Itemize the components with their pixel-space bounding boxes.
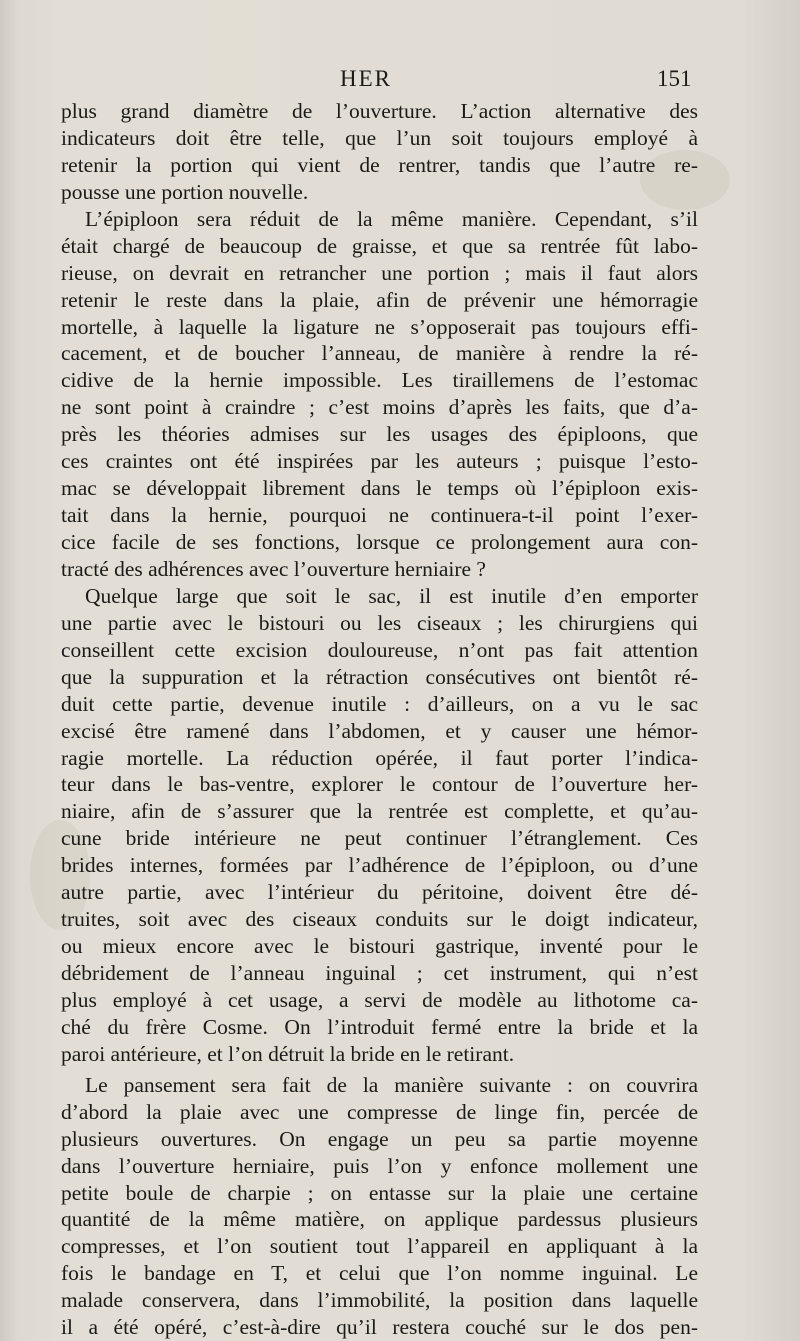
text-line: retenir le reste dans la plaie, afin de prévenir une hémorragie bbox=[61, 287, 698, 312]
paragraph bbox=[61, 206, 698, 583]
text-line: L’épiploon sera réduit de la même manière. Cependant, s’il bbox=[85, 206, 698, 231]
text-line: Le pansement sera fait de la manière suivante : on couvrira bbox=[85, 1072, 698, 1097]
text-line: cune bride intérieure ne peut continuer l’étranglement. Ces bbox=[61, 826, 698, 851]
page-header bbox=[0, 62, 800, 96]
text-line: fois le bandage en T, et celui que l’on nomme inguinal. Le bbox=[61, 1261, 698, 1286]
text-line: excisé être ramené dans l’abdomen, et y causer une hémor- bbox=[61, 718, 698, 743]
text-line: il a été opéré, c’est-à-dire qu’il restera couché sur le dos pen- bbox=[61, 1315, 698, 1340]
text-line: cice facile de ses fonctions, lorsque ce prolongement aura con- bbox=[61, 530, 698, 554]
text-line: compresses, et l’on soutient tout l’appareil en appliquant à la bbox=[61, 1234, 698, 1259]
page-number: 151 bbox=[657, 66, 692, 91]
text-line: ou mieux encore avec le bistouri gastrique, inventé pour le bbox=[61, 934, 698, 959]
text-line: quantité de la même matière, on applique pardessus plusieurs bbox=[61, 1207, 698, 1232]
text-line: teur dans le bas-ventre, explorer le contour de l’ouverture her- bbox=[61, 772, 698, 797]
text-line: que la suppuration et la rétraction consécutives ont bientôt ré- bbox=[61, 664, 698, 689]
text-line: pousse une portion nouvelle. bbox=[61, 179, 309, 204]
text-line: plus grand diamètre de l’ouverture. L’action alternative des bbox=[61, 99, 698, 123]
text-line: ché du frère Cosme. On l’introduit fermé entre la bride et la bbox=[61, 1014, 698, 1039]
text-line: truites, soit avec des ciseaux conduits sur le doigt indicateur, bbox=[61, 907, 698, 932]
text-line: une partie avec le bistouri ou les ciseaux ; les chirurgiens qui bbox=[61, 610, 698, 635]
text-line: plusieurs ouvertures. On engage un peu sa partie moyenne bbox=[61, 1126, 698, 1151]
text-line: était chargé de beaucoup de graisse, et que sa rentrée fût labo- bbox=[61, 233, 698, 258]
text-line: conseillent cette excision douloureuse, n’ont pas fait attention bbox=[61, 637, 698, 662]
text-line: retenir la portion qui vient de rentrer, tandis que l’autre re- bbox=[61, 152, 698, 177]
paragraph bbox=[61, 583, 698, 1068]
text-line: niaire, afin de s’assurer que la rentrée est complette, et qu’au- bbox=[61, 799, 698, 824]
text-line: ces craintes ont été inspirées par les auteurs ; puisque l’esto- bbox=[61, 449, 698, 474]
text-line: rieuse, on devrait en retrancher une portion ; mais il faut alors bbox=[61, 260, 698, 285]
text-line: tracté des adhérences avec l’ouverture herniaire ? bbox=[61, 556, 486, 581]
text-line: indicateurs doit être telle, que l’un soit toujours employé à bbox=[61, 125, 698, 150]
text-line: cacement, et de boucher l’anneau, de manière à rendre la ré- bbox=[61, 341, 698, 366]
text-line: d’abord la plaie avec une compresse de linge fin, percée de bbox=[61, 1099, 698, 1124]
running-head: HER bbox=[340, 66, 392, 91]
text-line: plus employé à cet usage, a servi de modèle au lithotome ca- bbox=[61, 987, 698, 1012]
text-line: près les théories admises sur les usages des épiploons, que bbox=[61, 422, 698, 447]
text-line: paroi antérieure, et l’on détruit la bride en le retirant. bbox=[61, 1041, 515, 1066]
text-line: Quelque large que soit le sac, il est inutile d’en emporter bbox=[85, 583, 698, 608]
text-line: duit cette partie, devenue inutile : d’ailleurs, on a vu le sac bbox=[61, 691, 698, 716]
paragraph bbox=[61, 98, 698, 206]
text-line: brides internes, formées par l’adhérence de l’épiploon, ou d’une bbox=[61, 853, 698, 878]
text-line: ne sont point à craindre ; c’est moins d’après les faits, que d’a- bbox=[61, 395, 698, 420]
text-line: tait dans la hernie, pourquoi ne continuera-t-il point l’exer- bbox=[61, 503, 698, 528]
text-line: dans l’ouverture herniaire, puis l’on y enfonce mollement une bbox=[61, 1153, 698, 1178]
text-line: malade conservera, dans l’immobilité, la position dans laquelle bbox=[61, 1288, 698, 1313]
text-line: cidive de la hernie impossible. Les tiraillemens de l’estomac bbox=[61, 368, 698, 393]
text-line: petite boule de charpie ; on entasse sur la plaie une certaine bbox=[61, 1180, 698, 1205]
text-line: ragie mortelle. La réduction opérée, il faut porter l’indica- bbox=[61, 745, 698, 770]
paragraph bbox=[61, 1072, 698, 1341]
text-line: mortelle, à laquelle la ligature ne s’opposerait pas toujours effi- bbox=[61, 314, 698, 339]
text-line: autre partie, avec l’intérieur du péritoine, doivent être dé- bbox=[61, 880, 698, 905]
text-line: débridement de l’anneau inguinal ; cet instrument, qui n’est bbox=[61, 961, 698, 985]
text-line: mac se développait librement dans le temps où l’épiploon exis- bbox=[61, 476, 698, 501]
body-text bbox=[61, 98, 698, 1341]
